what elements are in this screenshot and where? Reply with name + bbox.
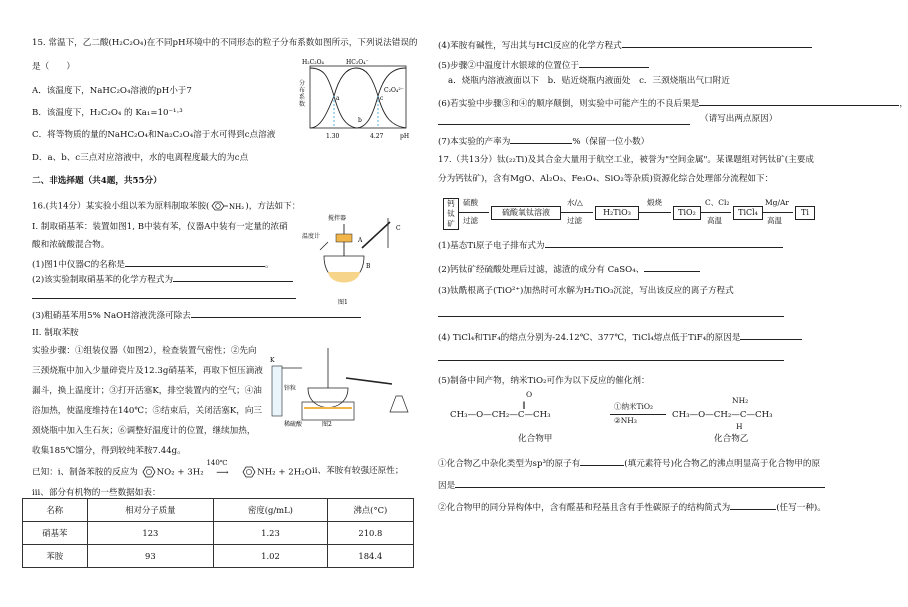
q16-known-3: iii、部分有机物的一些数据如表：	[32, 488, 161, 498]
process-flow	[443, 198, 843, 230]
flow-arrow1-bot: 过滤	[463, 216, 478, 225]
known1-text: 已知：i、制备苯胺的反应为	[32, 467, 138, 478]
x-axis-label: pH	[400, 133, 410, 140]
rxn-arrow: 140℃ ⟶	[206, 458, 229, 478]
flow-arrow5-top: Mg/Ar	[765, 198, 790, 207]
flow-arrow1	[459, 212, 489, 213]
cell: 93	[87, 545, 214, 568]
header-name: 名称	[23, 499, 88, 522]
cell: 苯胺	[23, 545, 88, 568]
receiving-flask	[390, 396, 408, 412]
r4-text: (4) TiCl₄和TiF₄的熔点分别为-24.12℃、377℃，TiCl₄熔点低于TiF₄的原因是	[438, 333, 741, 343]
answer-blank-6[interactable]	[699, 96, 899, 106]
benzene-ring-1	[141, 466, 157, 478]
flow-b4: TiCl₄	[733, 206, 763, 220]
q16-steps-5: 颈烧瓶中加入生石灰；⑥调整好温度计的位置，继续加热，	[32, 426, 256, 436]
q16-stem-end: )，方法如下：	[245, 201, 301, 212]
fig2-caption: 图2	[322, 421, 332, 428]
q15-stem: 15. 常温下，乙二酸(H₂C₂O₄)在不同pH环境中的不同形态的粒子分布系数如图所示，下列说法错误的	[32, 38, 418, 48]
product-h: H	[736, 422, 743, 431]
q15-option-b: B．该温度下，H₂C₂O₄ 的 Ka₁=10⁻¹·³	[32, 108, 183, 118]
q15-option-a: A．该温度下，NaHC₂O₄溶液的pH小于7	[32, 86, 192, 96]
flow-b1: 硫酸氧钛溶液	[491, 206, 561, 220]
flow-b2: H₂TiO₃	[595, 206, 639, 220]
q16-sub1-text: (1)图1中仪器C的名称是	[32, 260, 125, 270]
answer-blank-r4[interactable]	[740, 330, 802, 340]
label-stirrer: 搅拌器	[328, 215, 347, 222]
answer-line-r3[interactable]	[438, 316, 784, 317]
q16-part2: II. 制取苯胺	[32, 328, 79, 338]
q16-sub1-end: 。	[264, 260, 274, 270]
compound-b: CH₃—O—CH₂—C—CH₃	[672, 410, 773, 420]
q17-sub5b	[438, 500, 826, 514]
thermometer-stem	[320, 242, 328, 250]
q16-sub4	[438, 38, 812, 52]
q15-option-c: C．将等物质的量的NaHC₂O₄和Na₂C₂O₄溶于水可得到c点溶液	[32, 130, 276, 140]
answer-line-2b[interactable]	[32, 298, 296, 299]
species3-label: C₂O₄²⁻	[384, 87, 404, 94]
q16-sub2	[32, 272, 293, 286]
q16-sub2-text: (2)该实验制取硝基苯的化学方程式为	[32, 275, 174, 285]
left-column	[0, 0, 430, 607]
rx-cond-1: ①纳米TiO₂	[614, 402, 654, 411]
table-row	[23, 522, 414, 545]
q17-sub4	[438, 330, 802, 344]
sub7-text: (7)本实验的产率为	[438, 137, 511, 147]
flow-arrow5-bot: 高温	[767, 216, 782, 225]
header-bp: 沸点(°C)	[327, 499, 413, 522]
answer-blank-r5a2[interactable]	[455, 478, 825, 488]
figure-1-apparatus	[300, 208, 418, 308]
q16-known-2: ii、苯胺有较强还原性；	[312, 466, 404, 476]
answer-blank-5[interactable]	[579, 58, 649, 68]
answer-blank-r1[interactable]	[545, 238, 783, 248]
condenser-2	[346, 378, 392, 384]
y-axis-label: 分布系数	[299, 80, 306, 108]
distribution-chart	[296, 56, 416, 146]
q16-sub5	[438, 58, 649, 72]
q16-known-1	[32, 458, 312, 478]
figure-2-apparatus	[268, 338, 420, 430]
answer-blank-r5b[interactable]	[730, 500, 776, 510]
section-2-title: 二、非选择题（共4题，共55分）	[32, 176, 162, 186]
q17-sub5: (5)制备中间产物，纳米TiO₂可作为以下反应的催化剂：	[438, 376, 650, 386]
cell: 1.23	[214, 522, 328, 545]
q16-steps-1: 实验步骤：①组装仪器（如图2），检查装置气密性；②先向	[32, 346, 257, 356]
species1-label: H₂C₂O₄	[302, 59, 324, 66]
gas-generator	[272, 366, 282, 416]
answer-blank-1[interactable]	[125, 257, 265, 267]
r5a-end: 因是	[438, 481, 456, 491]
flow-start: 钙钛矿	[443, 198, 459, 230]
r1-text: (1)基态Ti原子电子排布式为	[438, 241, 545, 251]
compound-b-name: 化合物乙	[714, 434, 749, 444]
rx-cond-2: ②NH₃	[614, 416, 637, 425]
sub4-text: (4)苯胺有碱性，写出其与HCl反应的化学方程式	[438, 41, 622, 51]
q17-stem-cont: 分为钙钛矿)，含有MgO、Al₂O₃、Fe₃O₄、SiO₂等杂质)资源化综合处理部分流程如下：	[438, 174, 774, 184]
header-density: 密度(g/mL)	[214, 499, 328, 522]
header-mw: 相对分子质量	[87, 499, 214, 522]
benzene-ring-2	[241, 466, 257, 478]
species2-label: HC₂O₄⁻	[346, 59, 369, 66]
sub7-end: %（保留一位小数）	[572, 137, 650, 147]
q17-sub5a-cont	[438, 478, 825, 492]
r2-text: (2)钙钛矿经硫酸处理后过滤，滤渣的成分有 CaSO₄、	[438, 265, 645, 275]
q16-steps-4: 浴加热，使温度维持在140℃；⑤结束后，关闭活塞K，向三	[32, 406, 263, 416]
cell: 1.02	[214, 545, 328, 568]
flow-arrow2-top: 水/△	[567, 198, 583, 207]
answer-blank-r5a[interactable]	[580, 456, 624, 466]
label-thermometer: 温度计	[302, 233, 321, 240]
compound-a: CH₃—O—CH₂—C—CH₃	[450, 410, 551, 420]
label-C: C	[396, 225, 401, 232]
right-column	[430, 0, 908, 607]
flow-arrow2-bot: 过滤	[567, 216, 582, 225]
answer-blank-7[interactable]	[510, 134, 572, 144]
tick-2: 4.27	[370, 133, 384, 140]
q15-stem-cont: 是（ ）	[32, 62, 75, 72]
q17-sub2	[438, 262, 700, 276]
q16-steps-2: 三颈烧瓶中加入少量碎瓷片及12.3g硝基苯，再取下恒压滴液	[32, 366, 263, 376]
answer-line-r4[interactable]	[438, 360, 784, 361]
q16-sub3	[32, 308, 361, 322]
sub6-end: ，	[899, 99, 908, 109]
q17-sub3	[438, 286, 734, 297]
q16-stem-text: 16.(共14分）某实验小组以苯为原料制取苯胺(	[32, 201, 210, 212]
point-c: c	[380, 95, 384, 102]
flow-arrow4-bot: 高温	[707, 216, 722, 225]
flow-arrow3-top: 煅烧	[647, 198, 662, 207]
fig1-caption: 图1	[338, 299, 348, 306]
answer-blank-r2[interactable]	[644, 262, 700, 272]
r5a-text: ①化合物乙中杂化类型为sp³的原子有	[438, 459, 581, 469]
rxn-right: NH₂ + 2H₂O	[257, 467, 312, 478]
q16-steps-6: 收集185℃馏分，得到较纯苯胺7.44g。	[32, 446, 186, 456]
flask-stopper	[336, 234, 352, 242]
cell: 210.8	[327, 522, 413, 545]
product-nh2: NH₂	[732, 396, 749, 405]
q15-option-d: D．a、b、c三点对应溶液中，水的电离程度最大的为c点	[32, 153, 249, 163]
ketone-o: O	[526, 390, 533, 399]
r5b-end: (任写一种)。	[776, 503, 826, 513]
q16-sub3-text: (3)粗硝基苯用5% NaOH溶液洗涤可除去	[32, 311, 191, 321]
aniline-structure	[209, 200, 245, 212]
q17-sub1	[438, 238, 783, 252]
q16-steps-3: 漏斗，换上温度计；③打开活塞K，排空装置内的空气；④油	[32, 386, 262, 396]
label-zinc: 锌粒	[284, 385, 297, 392]
rxn-left: NO₂ + 3H₂	[156, 467, 204, 478]
cell: 123	[87, 522, 214, 545]
table-row	[23, 545, 414, 568]
aniline-nh2: NH₂	[229, 203, 245, 211]
q17-stem: 17.（共13分）钛(₂₂Ti)及其合金大量用于航空工业，被誉为"空间金属"。某课题组对钙钛矿(主要成	[438, 155, 814, 165]
label-K: K	[270, 357, 275, 364]
compound-a-name: 化合物甲	[518, 434, 553, 444]
table-header-row	[23, 499, 414, 522]
three-neck-flask-2	[308, 388, 348, 408]
flow-arrow3	[639, 212, 671, 213]
q16-sub1	[32, 257, 274, 271]
flask-liquid	[328, 272, 360, 283]
rxn-condition: 140℃	[206, 458, 228, 467]
flow-b3: TiO₂	[673, 206, 701, 220]
q16-part1: I. 制取硝基苯：装置如图1, B中装有苯，仪器A中装有一定量的浓硝	[32, 222, 288, 232]
flow-arrow5	[763, 212, 793, 213]
flow-arrow2	[561, 212, 593, 213]
data-table	[22, 498, 414, 568]
r5a-mid: (填元素符号)化合物乙的沸点明显高于化合物甲的原	[624, 459, 821, 469]
r5b-text: ②化合物甲的同分异构体中，含有醛基和羟基且含有手性碳原子的结构简式为	[438, 503, 731, 513]
q16-sub6	[438, 96, 908, 110]
answer-blank-2[interactable]	[173, 272, 293, 282]
ketone-bond: ‖	[522, 400, 526, 409]
point-a: a	[336, 95, 340, 102]
q16-sub5-options: a．烧瓶内溶液液面以下 b．贴近烧瓶内液面处 c．三颈烧瓶出气口附近	[448, 76, 730, 86]
r3-text: (3)钛酰根离子(TiO²⁺)加热时可水解为H₂TiO₃沉淀，写出该反应的离子方程式	[438, 286, 734, 296]
rx-arrow	[610, 414, 666, 415]
answer-blank-4[interactable]	[622, 38, 812, 48]
q16-sub7	[438, 134, 649, 148]
sub6-text: (6)若实验中步骤③和④的顺序颠倒，则实验中可能产生的不良后果是	[438, 99, 700, 109]
label-A: A	[358, 237, 363, 244]
answer-line-6b[interactable]	[438, 124, 690, 125]
cell: 184.4	[327, 545, 413, 568]
flow-arrow4-top: C、Cl₂	[705, 198, 730, 207]
q16-stem	[32, 200, 300, 212]
cell: 硝基苯	[23, 522, 88, 545]
label-B: B	[366, 263, 371, 270]
sub5-text: (5)步骤②中温度计水银球的位置位于	[438, 61, 580, 71]
label-sulfuric: 稀硫酸	[284, 421, 303, 428]
q16-sub6-note: （请写出两点原因）	[700, 114, 778, 124]
q17-sub5a	[438, 456, 820, 470]
tick-1: 1.30	[326, 133, 340, 140]
point-b: b	[358, 117, 362, 124]
q16-part1-cont: 酸和浓硫酸混合物。	[32, 240, 110, 250]
answer-blank-3[interactable]	[191, 308, 361, 318]
flow-arrow1-top: 硫酸	[463, 198, 478, 207]
flow-arrow4	[701, 212, 731, 213]
flow-b5: Ti	[795, 206, 815, 220]
condenser-c	[362, 222, 390, 248]
